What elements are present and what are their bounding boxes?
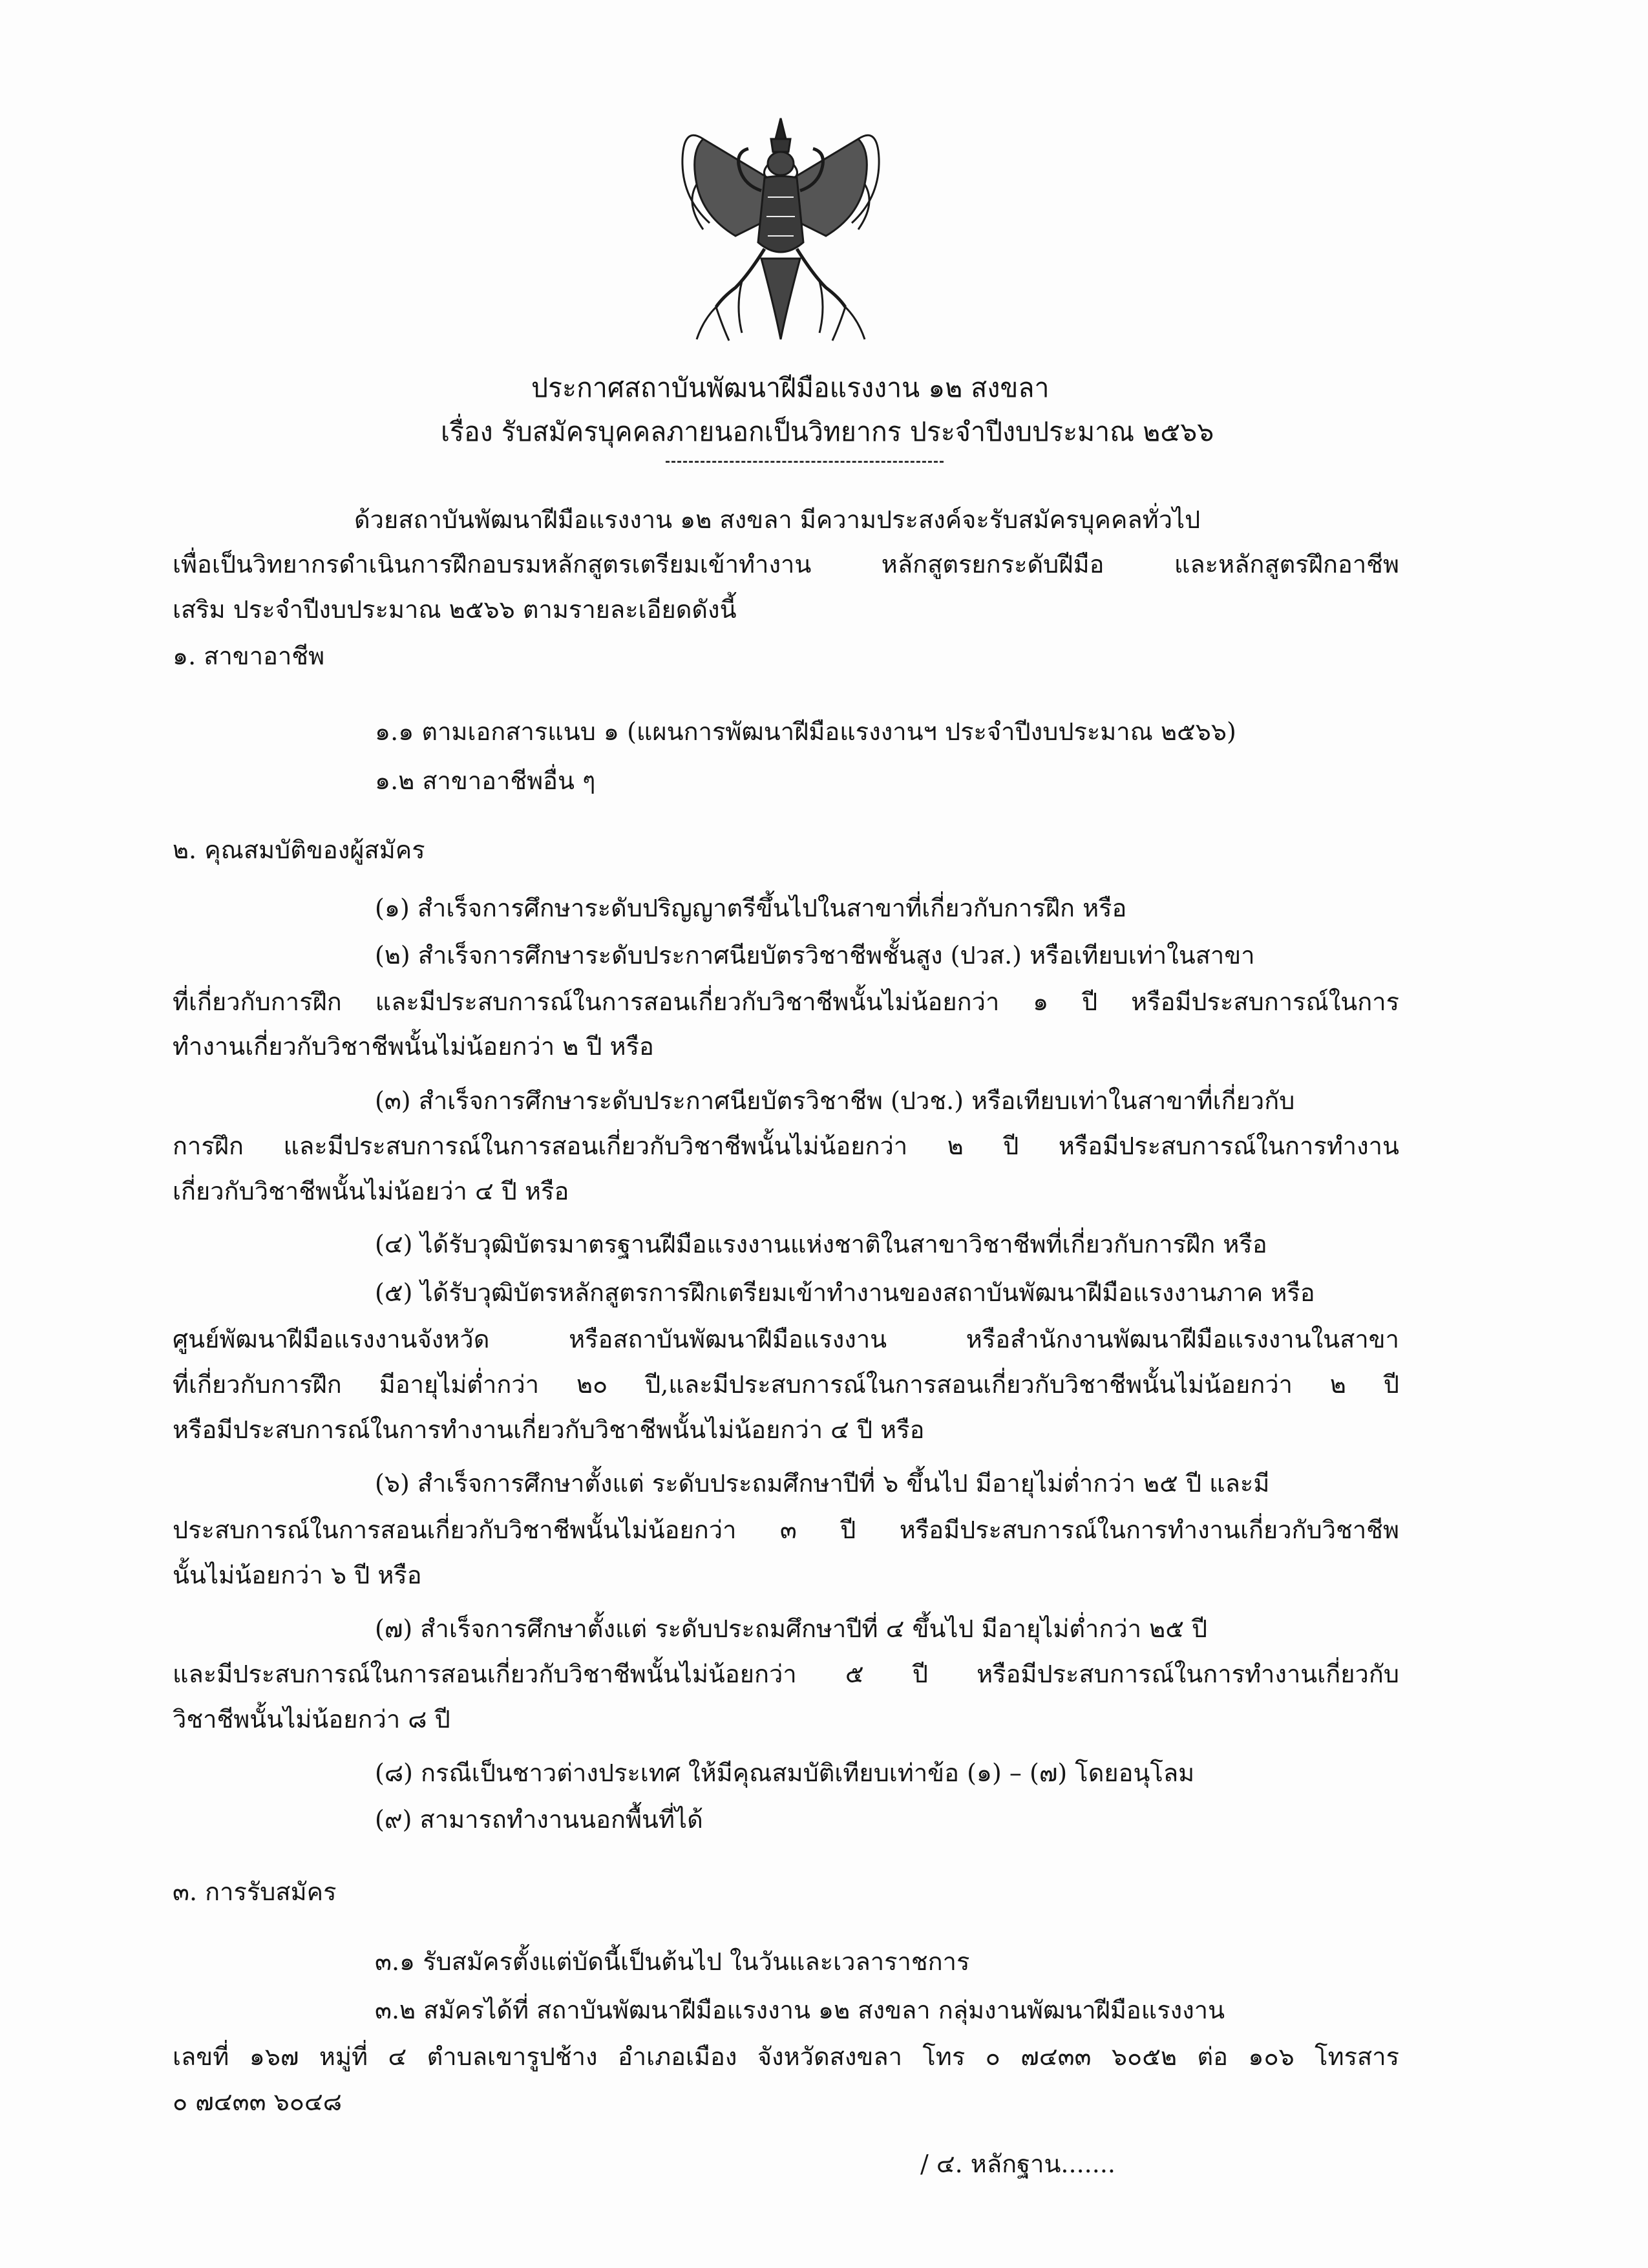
section-item: ๐ ๗๔๓๓ ๖๐๔๘: [173, 2088, 343, 2116]
intro-line: เพื่อเป็นวิทยากรดำเนินการฝึกอบรมหลักสูตรเตรียมเข้าทำงาน หลักสูตรยกระดับฝีมือ และหลักสูตรฝึกอาชีพ: [173, 550, 1399, 578]
qualification-item: ศูนย์พัฒนาฝีมือแรงงานจังหวัด หรือสถาบันพัฒนาฝีมือแรงงาน หรือสำนักงานพัฒนาฝีมือแรงงานในสาขา: [173, 1325, 1399, 1353]
qualification-item: (๒) สำเร็จการศึกษาระดับประกาศนียบัตรวิชาชีพชั้นสูง (ปวส.) หรือเทียบเท่าในสาขา: [375, 941, 1255, 970]
qualification-item: ที่เกี่ยวกับการฝึก และมีประสบการณ์ในการสอนเกี่ยวกับวิชาชีพนั้นไม่น้อยกว่า ๑ ปี หรือมีประสบการณ์ในการ: [173, 988, 1399, 1016]
qualification-item: (๙) สามารถทำงานนอกพื้นที่ได้: [375, 1805, 703, 1834]
qualification-item: วิชาชีพนั้นไม่น้อยกว่า ๘ ปี: [173, 1705, 450, 1733]
announcement-subject: เรื่อง รับสมัครบุคคลภายนอกเป็นวิทยากร ประจำปีงบประมาณ ๒๕๖๖: [441, 416, 1214, 447]
section-item: ๓.๑ รับสมัครตั้งแต่บัดนี้เป็นต้นไป ในวันและเวลาราชการ: [375, 1947, 970, 1976]
title-divider: [666, 461, 944, 463]
section-item: เลขที่ ๑๖๗ หมู่ที่ ๔ ตำบลเขารูปช้าง อำเภอเมือง จังหวัดสงขลา โทร ๐ ๗๔๓๓ ๖๐๕๒ ต่อ ๑๐๖ โทรสาร: [173, 2042, 1399, 2071]
qualification-item: (๗) สำเร็จการศึกษาตั้งแต่ ระดับประถมศึกษาปีที่ ๔ ขึ้นไป มีอายุไม่ต่ำกว่า ๒๕ ปี: [375, 1615, 1208, 1643]
section-heading: ๒. คุณสมบัติของผู้สมัคร: [173, 836, 425, 864]
qualification-item: ทำงานเกี่ยวกับวิชาชีพนั้นไม่น้อยกว่า ๒ ปี หรือ: [173, 1032, 654, 1061]
qualification-item: (๖) สำเร็จการศึกษาตั้งแต่ ระดับประถมศึกษาปีที่ ๖ ขึ้นไป มีอายุไม่ต่ำกว่า ๒๕ ปี และมี: [375, 1469, 1270, 1498]
qualification-item: ประสบการณ์ในการสอนเกี่ยวกับวิชาชีพนั้นไม่น้อยกว่า ๓ ปี หรือมีประสบการณ์ในการทำงานเกี่ยวกับวิชาชีพ: [173, 1516, 1399, 1544]
page-continuation: / ๔. หลักฐาน.......: [920, 2150, 1115, 2178]
qualification-item: การฝึก และมีประสบการณ์ในการสอนเกี่ยวกับวิชาชีพนั้นไม่น้อยกว่า ๒ ปี หรือมีประสบการณ์ในการทำงาน: [173, 1132, 1399, 1160]
qualification-item: (๓) สำเร็จการศึกษาระดับประกาศนียบัตรวิชาชีพ (ปวช.) หรือเทียบเท่าในสาขาที่เกี่ยวกับ: [375, 1086, 1295, 1115]
announcement-title: ประกาศสถาบันพัฒนาฝีมือแรงงาน ๑๒ สงขลา: [531, 372, 1050, 403]
qualification-item: (๔) ได้รับวุฒิบัตรมาตรฐานฝีมือแรงงานแห่งชาติในสาขาวิชาชีพที่เกี่ยวกับการฝึก หรือ: [375, 1230, 1267, 1258]
intro-line: ด้วยสถาบันพัฒนาฝีมือแรงงาน ๑๒ สงขลา มีความประสงค์จะรับสมัครบุคคลทั่วไป: [354, 505, 1201, 534]
garuda-emblem-icon: [677, 113, 884, 346]
qualification-item: (๕) ได้รับวุฒิบัตรหลักสูตรการฝึกเตรียมเข้าทำงานของสถาบันพัฒนาฝีมือแรงงานภาค หรือ: [375, 1278, 1315, 1307]
qualification-item: นั้นไม่น้อยกว่า ๖ ปี หรือ: [173, 1561, 422, 1589]
section-item: ๓.๒ สมัครได้ที่ สถาบันพัฒนาฝีมือแรงงาน ๑๒ สงขลา กลุ่มงานพัฒนาฝีมือแรงงาน: [375, 1996, 1225, 2024]
intro-line: เสริม ประจำปีงบประมาณ ๒๕๖๖ ตามรายละเอียดดังนี้: [173, 595, 737, 624]
section-item: ๑.๑ ตามเอกสารแนบ ๑ (แผนการพัฒนาฝีมือแรงงานฯ ประจำปีงบประมาณ ๒๕๖๖): [375, 717, 1236, 746]
qualification-item: และมีประสบการณ์ในการสอนเกี่ยวกับวิชาชีพนั้นไม่น้อยกว่า ๕ ปี หรือมีประสบการณ์ในการทำงานเกี่ยวกับ: [173, 1660, 1399, 1688]
qualification-item: (๑) สำเร็จการศึกษาระดับปริญญาตรีขึ้นไปในสาขาที่เกี่ยวกับการฝึก หรือ: [375, 894, 1127, 922]
section-heading: ๓. การรับสมัคร: [173, 1878, 337, 1906]
qualification-item: ที่เกี่ยวกับการฝึก มีอายุไม่ต่ำกว่า ๒๐ ปี,และมีประสบการณ์ในการสอนเกี่ยวกับวิชาชีพนั้นไม่น้อยกว่า ๒ ปี: [173, 1370, 1399, 1399]
section-heading: ๑. สาขาอาชีพ: [173, 642, 325, 670]
qualification-item: หรือมีประสบการณ์ในการทำงานเกี่ยวกับวิชาชีพนั้นไม่น้อยกว่า ๔ ปี หรือ: [173, 1415, 925, 1444]
qualification-item: (๘) กรณีเป็นชาวต่างประเทศ ให้มีคุณสมบัติเทียบเท่าข้อ (๑) – (๗) โดยอนุโลม: [375, 1759, 1195, 1787]
qualification-item: เกี่ยวกับวิชาชีพนั้นไม่น้อยว่า ๔ ปี หรือ: [173, 1177, 569, 1205]
section-item: ๑.๒ สาขาอาชีพอื่น ๆ: [375, 767, 596, 795]
